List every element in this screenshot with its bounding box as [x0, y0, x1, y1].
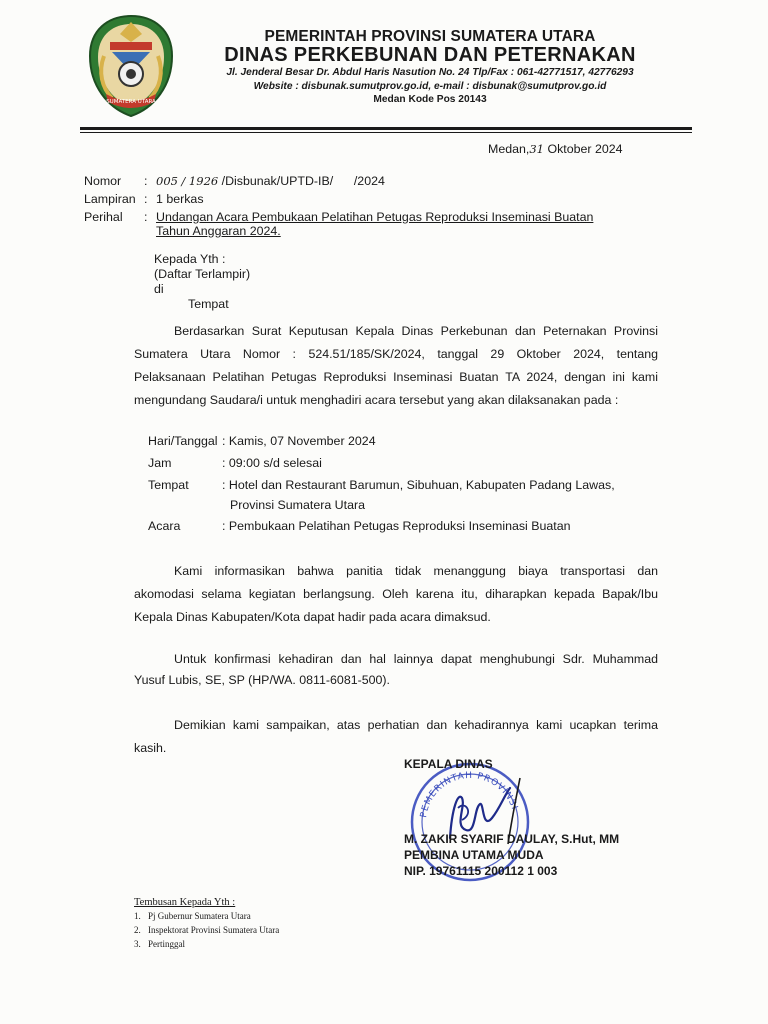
paragraph-2-line: Kepala Dinas Kabupaten/Kota dapat hadir pada acara dimaksud.: [134, 610, 491, 624]
tempat-label: Tempat: [148, 478, 189, 492]
signatory-rank: PEMBINA UTAMA MUDA: [404, 848, 544, 862]
perihal-line-2: Tahun Anggaran 2024.: [156, 224, 281, 238]
paragraph-1-line: Sumatera Utara Nomor : 524.51/185/SK/2024, tanggal 29 Oktober 2024, tentang: [134, 347, 658, 361]
paragraph-3-line: Untuk konfirmasi kehadiran dan hal lainnya dapat menghubungi Sdr. Muhammad: [174, 652, 658, 666]
paragraph-1-line: mengundang Saudara/i untuk menghadiri acara tersebut yang akan dilaksanakan pada :: [134, 393, 619, 407]
recipient-place: Tempat: [188, 297, 229, 311]
letterhead-government: PEMERINTAH PROVINSI SUMATERA UTARA: [264, 28, 596, 45]
signatory-title: KEPALA DINAS: [404, 757, 493, 771]
stamp-text: PEMERINTAH PROVINSI: [419, 770, 520, 819]
paragraph-1-line: Pelaksanaan Pelatihan Petugas Reproduksi Inseminasi Buatan TA 2024, dengan ini kami: [134, 370, 658, 384]
lampiran-value: 1 berkas: [156, 192, 204, 206]
hari-label: Hari/Tanggal: [148, 434, 218, 448]
signatory-nip: NIP. 19761115 200112 1 003: [404, 864, 558, 878]
paragraph-2-line: akomodasi selama kegiatan berlangsung. Oleh karena itu, diharapkan kepada Bapak/Ibu: [134, 587, 658, 601]
date-handwritten-day: 31: [529, 142, 544, 156]
provincial-coat-of-arms-icon: [84, 12, 178, 120]
paragraph-2-line: Kami informasikan bahwa panitia tidak menanggung biaya transportasi dan: [174, 564, 658, 578]
logo-text: SUMATERA UTARA: [106, 99, 156, 105]
nomor-label: Nomor: [84, 174, 122, 188]
letter-date: Medan,31 Oktober 2024: [488, 142, 623, 156]
perihal-colon: :: [144, 210, 148, 224]
nomor-value: 005 / 1926 /Disbunak/UPTD-IB/ /2024: [156, 174, 385, 188]
paragraph-4-line: kasih.: [134, 741, 167, 755]
recipient-greeting: Kepada Yth :: [154, 252, 226, 266]
tembusan-title: Tembusan Kepada Yth :: [134, 897, 236, 908]
paragraph-4-line: Demikian kami sampaikan, atas perhatian dan kehadirannya kami ucapkan terima: [174, 718, 658, 732]
tembusan-item: 3. Pertinggal: [134, 939, 185, 949]
tempat-value: : Hotel dan Restaurant Barumun, Sibuhuan, Kabupaten Padang Lawas,: [222, 478, 615, 492]
perihal-line-1: Undangan Acara Pembukaan Pelatihan Petugas Reproduksi Inseminasi Buatan: [156, 210, 594, 224]
jam-value: : 09:00 s/d selesai: [222, 456, 322, 470]
lampiran-label: Lampiran: [84, 192, 136, 206]
letterhead-postal: Medan Kode Pos 20143: [373, 94, 487, 105]
letterhead-address: Jl. Jenderal Besar Dr. Abdul Haris Nasution No. 24 Tlp/Fax : 061-42771517, 42776293: [226, 67, 634, 78]
recipient-di: di: [154, 282, 164, 296]
paragraph-1-line: Berdasarkan Surat Keputusan Kepala Dinas Perkebunan dan Peternakan Provinsi: [174, 324, 658, 338]
paragraph-3-line: Yusuf Lubis, SE, SP (HP/WA. 0811-6081-500).: [134, 673, 390, 687]
acara-value: : Pembukaan Pelatihan Petugas Reproduksi Inseminasi Buatan: [222, 519, 571, 533]
letterhead-agency: DINAS PERKEBUNAN DAN PETERNAKAN: [224, 44, 636, 66]
svg-text:PEMERINTAH PROVINSI: [419, 771, 519, 819]
lampiran-colon: :: [144, 192, 148, 206]
hari-value: : Kamis, 07 November 2024: [222, 434, 376, 448]
nomor-colon: :: [144, 174, 148, 188]
jam-label: Jam: [148, 456, 172, 470]
tembusan-item: 1. Pj Gubernur Sumatera Utara: [134, 911, 251, 921]
letterhead-rule-thick: [80, 127, 692, 130]
letterhead-contact: Website : disbunak.sumutprov.go.id, e-mail : disbunak@sumutprov.go.id: [253, 81, 607, 92]
letterhead-rule-thin: [80, 132, 692, 133]
recipient-list: (Daftar Terlampir): [154, 267, 251, 281]
signatory-name: M. ZAKIR SYARIF DAULAY, S.Hut, MM: [404, 832, 620, 846]
tembusan-item: 2. Inspektorat Provinsi Sumatera Utara: [134, 925, 280, 935]
acara-label: Acara: [148, 519, 181, 533]
perihal-label: Perihal: [84, 210, 123, 224]
tempat-value-cont: Provinsi Sumatera Utara: [230, 498, 365, 512]
